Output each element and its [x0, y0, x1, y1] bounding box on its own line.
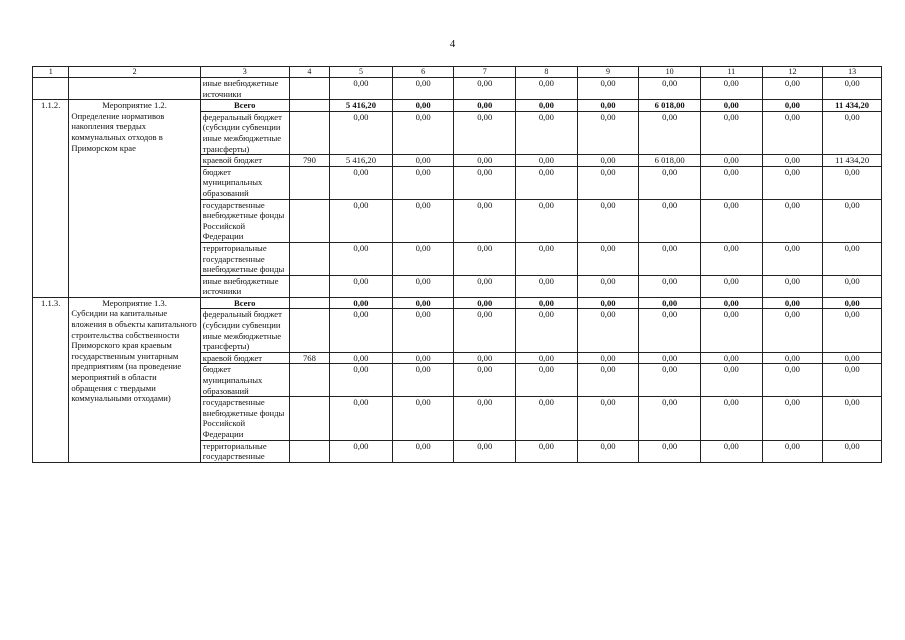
amount-cell: 0,00 [454, 352, 516, 364]
amount-cell: 0,00 [700, 242, 762, 275]
amount-cell: 0,00 [762, 242, 823, 275]
column-number: 7 [454, 67, 516, 78]
budget-code-cell [289, 440, 329, 462]
amount-cell: 0,00 [577, 275, 639, 297]
amount-cell: 0,00 [454, 199, 516, 242]
amount-cell: 0,00 [639, 166, 701, 199]
amount-cell: 5 416,20 [330, 100, 393, 112]
amount-cell: 0,00 [700, 397, 762, 440]
funding-source-cell: государственные внебюджетные фонды Российской Федерации [200, 397, 289, 440]
amount-cell: 0,00 [516, 440, 578, 462]
budget-code-cell: 768 [289, 352, 329, 364]
amount-cell: 0,00 [700, 111, 762, 154]
activity-description: Определение нормативов накопления твердых коммунальных отходов в Приморском крае [71, 110, 165, 153]
amount-cell: 0,00 [639, 440, 701, 462]
activity-id-cell [33, 78, 69, 100]
amount-cell: 0,00 [330, 166, 393, 199]
amount-cell: 0,00 [392, 199, 454, 242]
amount-cell: 0,00 [454, 297, 516, 309]
budget-code-cell [289, 242, 329, 275]
amount-cell: 0,00 [454, 111, 516, 154]
amount-cell: 0,00 [392, 78, 454, 100]
amount-cell: 0,00 [392, 166, 454, 199]
funding-source-cell: иные внебюджетные источники [200, 78, 289, 100]
amount-cell: 11 434,20 [823, 100, 882, 112]
amount-cell: 0,00 [454, 275, 516, 297]
amount-cell: 0,00 [577, 352, 639, 364]
amount-cell: 0,00 [577, 364, 639, 397]
column-number: 13 [823, 67, 882, 78]
amount-cell: 0,00 [577, 440, 639, 462]
amount-cell: 0,00 [454, 440, 516, 462]
amount-cell: 0,00 [516, 297, 578, 309]
amount-cell: 0,00 [577, 309, 639, 352]
amount-cell: 0,00 [577, 199, 639, 242]
amount-cell: 0,00 [392, 155, 454, 167]
column-number: 12 [762, 67, 823, 78]
amount-cell: 0,00 [516, 78, 578, 100]
amount-cell: 0,00 [516, 111, 578, 154]
table-body [33, 67, 882, 463]
funding-source-cell: бюджет муниципальных образований [200, 364, 289, 397]
amount-cell: 0,00 [762, 111, 823, 154]
amount-cell: 0,00 [700, 364, 762, 397]
funding-source-cell: иные внебюджетные источники [200, 275, 289, 297]
amount-cell: 0,00 [330, 199, 393, 242]
amount-cell: 0,00 [577, 166, 639, 199]
amount-cell: 0,00 [577, 155, 639, 167]
amount-cell: 0,00 [762, 166, 823, 199]
amount-cell: 0,00 [700, 100, 762, 112]
funding-source-cell: бюджет муниципальных образований [200, 166, 289, 199]
amount-cell: 0,00 [700, 275, 762, 297]
amount-cell: 0,00 [330, 309, 393, 352]
budget-code-cell [289, 309, 329, 352]
amount-cell: 11 434,20 [823, 155, 882, 167]
column-number: 6 [392, 67, 454, 78]
amount-cell: 0,00 [700, 297, 762, 309]
amount-cell: 6 018,00 [639, 155, 701, 167]
amount-cell: 0,00 [823, 309, 882, 352]
amount-cell: 0,00 [639, 199, 701, 242]
funding-source-cell: территориальные государственные [200, 440, 289, 462]
amount-cell: 0,00 [700, 440, 762, 462]
amount-cell: 0,00 [516, 364, 578, 397]
activity-description-cell [69, 100, 200, 298]
activity-title: Мероприятие 1.2. [102, 100, 167, 111]
amount-cell: 0,00 [762, 155, 823, 167]
amount-cell: 0,00 [392, 297, 454, 309]
amount-cell: 0,00 [823, 199, 882, 242]
budget-code-cell [289, 397, 329, 440]
amount-cell: 0,00 [823, 166, 882, 199]
amount-cell: 0,00 [762, 100, 823, 112]
activity-title: Мероприятие 1.3. [102, 297, 167, 308]
table-row [33, 297, 882, 309]
amount-cell: 0,00 [454, 155, 516, 167]
funding-source-cell: Всего [200, 297, 289, 309]
amount-cell: 0,00 [516, 199, 578, 242]
amount-cell: 0,00 [330, 242, 393, 275]
column-number: 11 [700, 67, 762, 78]
amount-cell: 0,00 [639, 297, 701, 309]
activity-description-cell [69, 78, 200, 100]
amount-cell: 0,00 [330, 297, 393, 309]
amount-cell: 0,00 [700, 166, 762, 199]
amount-cell: 0,00 [823, 111, 882, 154]
amount-cell: 0,00 [330, 352, 393, 364]
column-number: 1 [33, 67, 69, 78]
table-row [33, 100, 882, 112]
amount-cell: 0,00 [639, 275, 701, 297]
amount-cell: 0,00 [762, 78, 823, 100]
amount-cell: 0,00 [823, 242, 882, 275]
amount-cell: 0,00 [762, 309, 823, 352]
column-number: 2 [69, 67, 200, 78]
amount-cell: 0,00 [516, 155, 578, 167]
amount-cell: 0,00 [577, 100, 639, 112]
funding-source-cell: федеральный бюджет (субсидии субвенции иные межбюджетные трансферты) [200, 111, 289, 154]
amount-cell: 0,00 [516, 397, 578, 440]
amount-cell: 0,00 [700, 78, 762, 100]
table-row [33, 78, 882, 100]
amount-cell: 0,00 [454, 166, 516, 199]
amount-cell: 0,00 [639, 242, 701, 275]
amount-cell: 0,00 [392, 242, 454, 275]
amount-cell: 0,00 [577, 111, 639, 154]
amount-cell: 0,00 [577, 78, 639, 100]
budget-code-cell [289, 166, 329, 199]
amount-cell: 0,00 [823, 275, 882, 297]
amount-cell: 0,00 [330, 440, 393, 462]
column-number: 3 [200, 67, 289, 78]
activity-id-cell: 1.1.3. [33, 297, 69, 462]
amount-cell: 0,00 [639, 111, 701, 154]
page-number: 4 [449, 38, 456, 50]
column-number: 10 [639, 67, 701, 78]
activity-description-cell [69, 297, 200, 462]
funding-source-cell: территориальные государственные внебюджетные фонды [200, 242, 289, 275]
amount-cell: 0,00 [392, 397, 454, 440]
column-number: 8 [516, 67, 578, 78]
amount-cell: 0,00 [762, 297, 823, 309]
amount-cell: 0,00 [700, 352, 762, 364]
budget-code-cell [289, 100, 329, 112]
amount-cell: 0,00 [516, 275, 578, 297]
amount-cell: 0,00 [454, 364, 516, 397]
amount-cell: 0,00 [392, 111, 454, 154]
activity-description: Субсидии на капитальные вложения в объекты капитального строительства собственности Приморского края краевым государственным унитарным предприятиям (на проведение мероприятий в области обращения с твердыми коммунальными отходами) [71, 308, 197, 404]
amount-cell: 0,00 [762, 275, 823, 297]
funding-source-cell: краевой бюджет [200, 155, 289, 167]
amount-cell: 0,00 [454, 78, 516, 100]
funding-source-cell: краевой бюджет [200, 352, 289, 364]
amount-cell: 6 018,00 [639, 100, 701, 112]
amount-cell: 0,00 [577, 397, 639, 440]
amount-cell: 0,00 [639, 397, 701, 440]
amount-cell: 0,00 [762, 352, 823, 364]
budget-code-cell [289, 111, 329, 154]
amount-cell: 0,00 [330, 78, 393, 100]
amount-cell: 0,00 [330, 111, 393, 154]
budget-code-cell: 790 [289, 155, 329, 167]
amount-cell: 0,00 [700, 155, 762, 167]
amount-cell: 0,00 [454, 242, 516, 275]
amount-cell: 0,00 [639, 309, 701, 352]
amount-cell: 0,00 [762, 440, 823, 462]
amount-cell: 0,00 [639, 78, 701, 100]
funding-source-cell: Всего [200, 100, 289, 112]
amount-cell: 0,00 [639, 352, 701, 364]
amount-cell: 0,00 [392, 364, 454, 397]
amount-cell: 0,00 [823, 397, 882, 440]
column-number: 9 [577, 67, 639, 78]
amount-cell: 0,00 [392, 352, 454, 364]
amount-cell: 0,00 [639, 364, 701, 397]
amount-cell: 0,00 [392, 275, 454, 297]
funding-source-cell: государственные внебюджетные фонды Российской Федерации [200, 199, 289, 242]
amount-cell: 0,00 [392, 309, 454, 352]
amount-cell: 5 416,20 [330, 155, 393, 167]
table-header-row [33, 67, 882, 78]
amount-cell: 0,00 [516, 242, 578, 275]
amount-cell: 0,00 [700, 199, 762, 242]
amount-cell: 0,00 [762, 199, 823, 242]
amount-cell: 0,00 [516, 166, 578, 199]
amount-cell: 0,00 [454, 309, 516, 352]
column-number: 5 [330, 67, 393, 78]
amount-cell: 0,00 [762, 364, 823, 397]
amount-cell: 0,00 [330, 397, 393, 440]
amount-cell: 0,00 [516, 309, 578, 352]
amount-cell: 0,00 [516, 352, 578, 364]
amount-cell: 0,00 [454, 397, 516, 440]
budget-code-cell [289, 297, 329, 309]
budget-code-cell [289, 199, 329, 242]
amount-cell: 0,00 [516, 100, 578, 112]
amount-cell: 0,00 [700, 309, 762, 352]
budget-code-cell [289, 78, 329, 100]
amount-cell: 0,00 [823, 440, 882, 462]
amount-cell: 0,00 [577, 297, 639, 309]
amount-cell: 0,00 [823, 297, 882, 309]
budget-code-cell [289, 364, 329, 397]
amount-cell: 0,00 [392, 440, 454, 462]
amount-cell: 0,00 [823, 78, 882, 100]
amount-cell: 0,00 [762, 397, 823, 440]
activity-id-cell: 1.1.2. [33, 100, 69, 298]
amount-cell: 0,00 [392, 100, 454, 112]
amount-cell: 0,00 [823, 364, 882, 397]
column-number: 4 [289, 67, 329, 78]
amount-cell: 0,00 [823, 352, 882, 364]
funding-source-cell: федеральный бюджет (субсидии субвенции иные межбюджетные трансферты) [200, 309, 289, 352]
amount-cell: 0,00 [454, 100, 516, 112]
amount-cell: 0,00 [330, 364, 393, 397]
amount-cell: 0,00 [577, 242, 639, 275]
budget-code-cell [289, 275, 329, 297]
budget-table [32, 66, 882, 463]
amount-cell: 0,00 [330, 275, 393, 297]
